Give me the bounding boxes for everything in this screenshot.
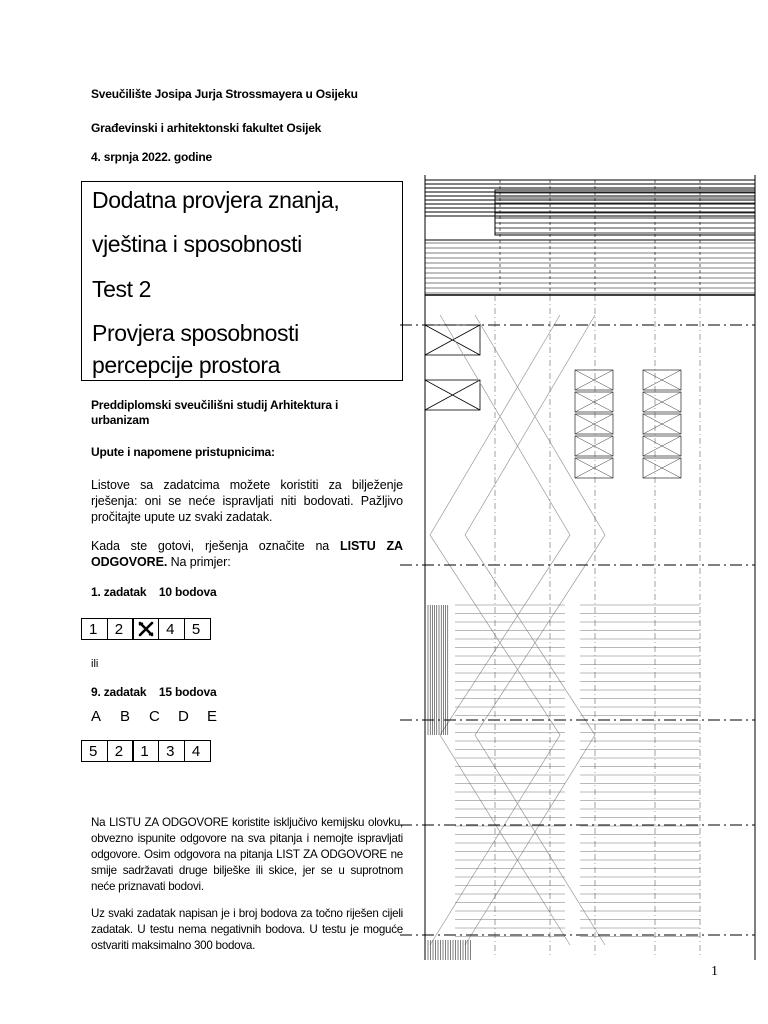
instructions-paragraph-1: Listove sa zadatcima možete koristiti za bilježenje rješenja: oni se neće ispravljati niti bodovati. Pažljivo pročitajte upute uz svaki zadatak. [91,478,403,524]
instructions-heading: Upute i napomene pristupnicima: [91,445,275,459]
study-programme-line-2: urbanizam [91,413,150,427]
letter-label: E [207,708,218,725]
page-number: 1 [711,964,718,979]
title-box [81,181,403,381]
cross-mark-icon [137,621,155,637]
letter-label: B [120,708,131,725]
answer-cell: 1 [132,740,159,762]
example-2-letters [91,708,236,725]
title-line-3: Test 2 [92,276,151,302]
architectural-section-drawing [400,175,760,960]
answer-cell: 5 [184,618,211,640]
answer-cell: 2 [107,740,134,762]
title-line-4: Provjera sposobnosti [92,320,299,346]
letter-label: A [91,708,102,725]
answer-cell: 5 [81,740,108,762]
notes-paragraph-1: Na LISTU ZA ODGOVORE koristite isključivo kemijsku olovku, obvezno ispunite odgovore na sva pitanja i nemojte ispravljati odgovore. Osim odgovora na pitanja LIST ZA ODGOVORE ne smije sadržavati druge bilješke ili skice, jer se u suprotnom neće priznavati bodovi. [91,816,403,893]
example-2-answer-row [81,740,211,762]
letter-label: C [149,708,160,725]
answer-cell: 4 [158,618,185,640]
title-line-5: percepcije prostora [92,352,281,378]
answer-cell-marked [132,618,159,640]
answer-cell: 3 [158,740,185,762]
answer-cell: 4 [184,740,211,762]
university-name: Sveučilište Josipa Jurja Strossmayera u Osijeku [91,87,358,101]
answer-cell: 1 [81,618,108,640]
example-2-label: 9. zadatak 15 bodova [91,685,217,699]
title-line-2: vještina i sposobnosti [92,231,302,257]
example-1-answer-row [81,618,211,640]
faculty-name: Građevinski i arhitektonski fakultet Osijek [91,121,322,135]
notes-paragraph-2: Uz svaki zadatak napisan je i broj bodova za točno riješen cijeli zadatak. U testu nema negativnih bodova. U testu je moguće ostvariti maksimalno 300 bodova. [91,907,403,952]
or-label: ili [91,658,99,670]
answer-cell: 2 [107,618,134,640]
exam-date: 4. srpnja 2022. godine [91,150,212,164]
title-line-1: Dodatna provjera znanja, [92,187,340,213]
example-1-label: 1. zadatak 10 bodova [91,585,217,599]
letter-label: D [178,708,189,725]
instructions-paragraph-2: Kada ste gotovi, rješenja označite na LISTU ZA ODGOVORE. Na primjer: [91,539,403,569]
study-programme-line-1: Preddiplomski sveučilišni studij Arhitektura i [91,398,339,412]
